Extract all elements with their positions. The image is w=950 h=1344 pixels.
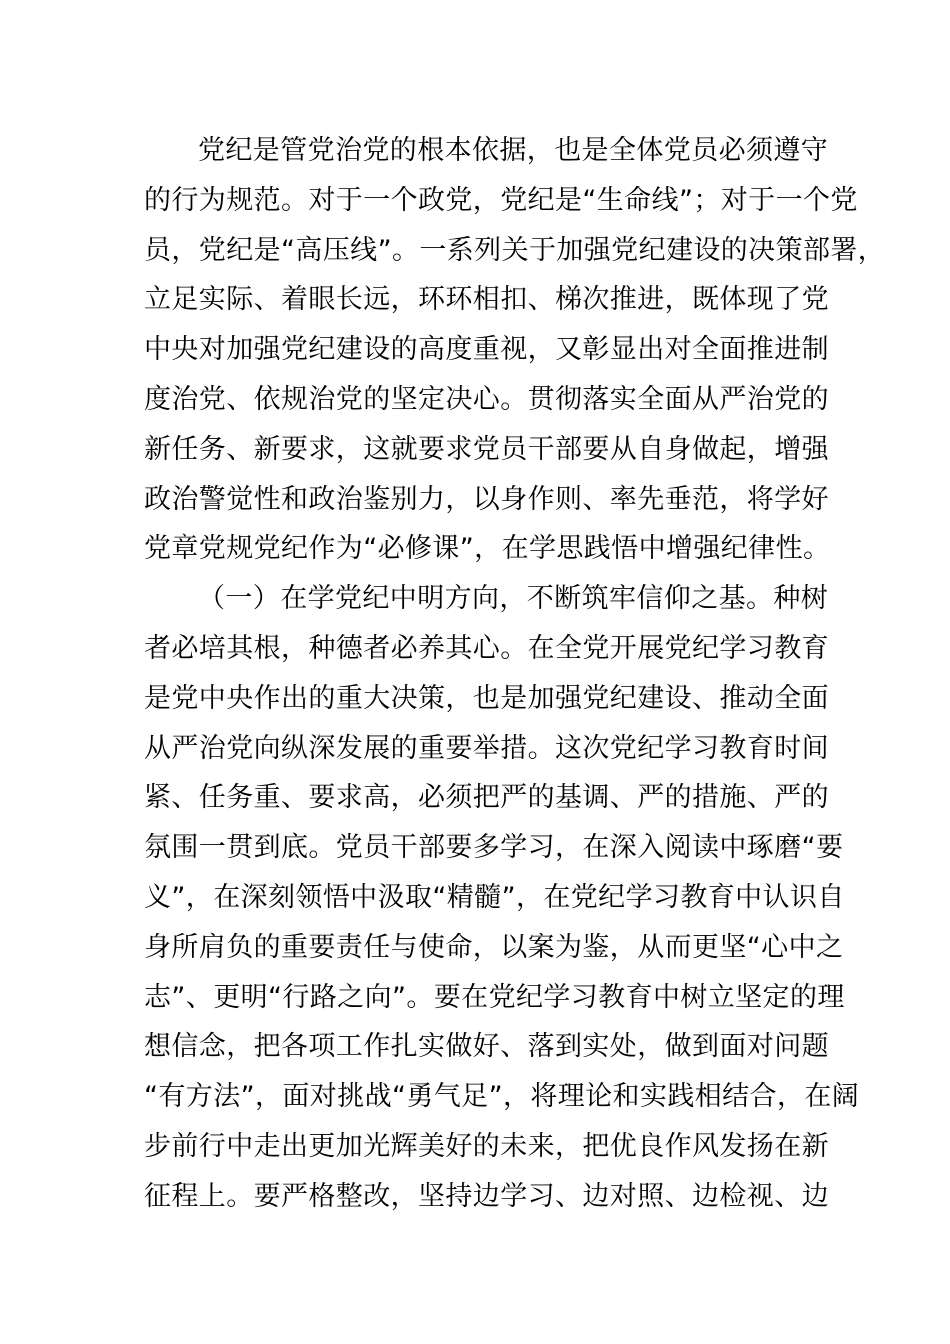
paragraph-line: 员，党纪是“高压线”。一系列关于加强党纪建设的决策部署， [144,234,886,266]
paragraph-line: 义”，在深刻领悟中汲取“精髓”，在党纪学习教育中认识自 [144,881,845,913]
paragraph-section-one [144,574,860,1221]
paragraph-line: 征程上。要严格整改，坚持边学习、边对照、边检视、边 [144,1180,829,1212]
paragraph-line: 政治警觉性和政治鉴别力，以身作则、率先垂范，将学好 [144,483,829,515]
paragraph-line: 中央对加强党纪建设的高度重视，又彰显出对全面推进制 [144,334,829,366]
paragraph-line: 党纪是管党治党的根本依据，也是全体党员必须遵守 [198,135,829,166]
paragraph-line: 立足实际、着眼长远，环环相扣、梯次推进，既体现了党 [144,284,829,316]
paragraph-line: 紧、任务重、要求高，必须把严的基调、严的措施、严的 [144,782,829,814]
paragraph-line: 氛围一贯到底。党员干部要多学习，在深入阅读中琢磨“要 [144,832,844,864]
paragraph-line: 新任务、新要求，这就要求党员干部要从自身做起，增强 [144,433,829,465]
paragraph-line: 志”、更明“行路之向”。要在党纪学习教育中树立坚定的理 [144,981,845,1013]
paragraph-line: （一）在学党纪中明方向，不断筑牢信仰之基。种树 [198,583,829,615]
document-body [144,126,886,1222]
paragraph-line: 者必培其根，种德者必养其心。在全党开展党纪学习教育 [144,632,829,664]
paragraph-line: “有方法”，面对挑战“勇气足”，将理论和实践相结合，在阔 [144,1081,860,1113]
paragraph-line: 从严治党向纵深发展的重要举措。这次党纪学习教育时间 [144,732,829,764]
paragraph-line: 度治党、依规治党的坚定决心。贯彻落实全面从严治党的 [144,383,829,415]
paragraph-line: 是党中央作出的重大决策，也是加强党纪建设、推动全面 [144,682,829,714]
paragraph-line: 身所肩负的重要责任与使命，以案为鉴，从而更坚“心中之 [144,931,844,963]
paragraph-line: 想信念，把各项工作扎实做好、落到实处，做到面对问题 [144,1031,829,1063]
paragraph-line: 党章党规党纪作为“必修课”，在学思践悟中增强纪律性。 [144,533,831,565]
paragraph-line: 的行为规范。对于一个政党，党纪是“生命线”；对于一个党 [144,184,858,216]
paragraph-intro [144,126,886,574]
paragraph-line: 步前行中走出更加光辉美好的未来，把优良作风发扬在新 [144,1130,829,1162]
